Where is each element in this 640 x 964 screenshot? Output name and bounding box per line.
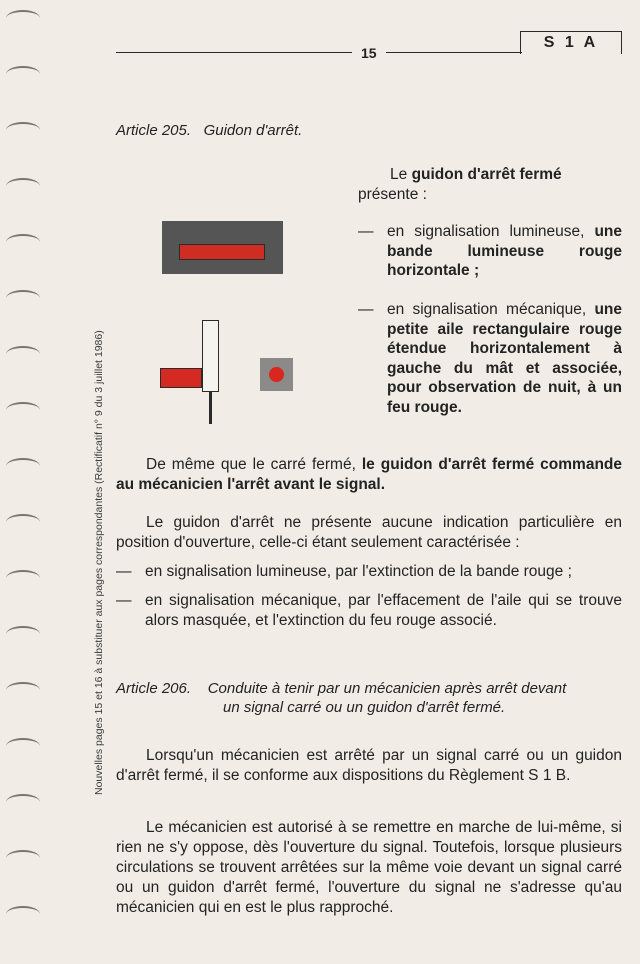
doc-code: S 1 A (543, 34, 599, 51)
list-item-opening-luminous (116, 562, 622, 584)
signal-pole-icon (209, 392, 212, 424)
p1-text-b: le guidon d'arrêt fermé commande au mécanicien l'arrêt avant le signal. (116, 456, 622, 493)
article-206-paragraph-1: Lorsqu'un mécanicien est arrêté par un signal carré ou un guidon d'arrêt fermé, il se conforme aux dispositions du Règlement S 1 B. (116, 747, 622, 784)
item2-text-b: une petite aile rectangulaire rouge étendue horizontalement à gauche du mât et associée, pour observation de nuit, à un feu rouge. (387, 301, 622, 416)
red-wing-icon (160, 368, 202, 388)
article-205-title: Guidon d'arrêt. (203, 122, 303, 139)
p4-text: en signalisation mécanique, par l'effacement de l'aile qui se trouve alors masquée, et l'extinction du feu rouge associé. (145, 592, 622, 629)
list-item-opening-mechanical (116, 591, 622, 635)
list-item-luminous (358, 222, 622, 282)
dash-glyph: — (116, 563, 132, 580)
list-item-mechanical (358, 300, 622, 430)
margin-note: Nouvelles pages 15 et 16 à substituer aux pages correspondantes (Rectificatif n° 9 du 3 juillet 1986) (93, 330, 105, 795)
intro-text-a: Le (390, 166, 412, 183)
article-205-intro (358, 165, 622, 205)
dash-glyph: — (358, 223, 374, 240)
article-206-number: Article 206. (116, 680, 192, 697)
article-205-number: Article 205. (116, 122, 192, 139)
item1-text-b: une bande lumineuse rouge horizontale ; (387, 223, 622, 279)
red-band-icon (179, 244, 265, 260)
article-206-paragraph-2: Le mécanicien est autorisé à se remettre en marche de lui-même, si rien ne s'y oppose, dès l'ouverture du signal. Toutefois, lorsque plusieurs circulations se trouvent arrêtées sur la même voie devant un signal carré ou un guidon d'arrêt fermé, l'ouverture du signal ne s'adresse qu'au mécanicien qui en est le plus rapproché. (116, 819, 622, 916)
article-205-paragraph-1 (116, 455, 622, 495)
signal-mast-icon (202, 320, 219, 392)
red-lamp-icon (269, 367, 284, 382)
item2-text-a: en signalisation mécanique, (387, 301, 587, 318)
article-205-heading (116, 122, 302, 139)
p3-text: en signalisation lumineuse, par l'extinction de la bande rouge ; (145, 563, 572, 580)
article-206-heading (116, 679, 626, 717)
dash-glyph: — (358, 301, 374, 318)
dash-glyph: — (116, 592, 132, 609)
intro-text-c: présente : (358, 186, 427, 203)
article-206-title-line-2: un signal carré ou un guidon d'arrêt fermé. (223, 699, 506, 716)
luminous-signal-figure (162, 221, 283, 274)
intro-text-b: guidon d'arrêt fermé (411, 166, 562, 183)
doc-code-box (520, 31, 622, 54)
lamp-housing-icon (260, 358, 293, 391)
article-206-title-line-1: Conduite à tenir par un mécanicien après arrêt devant (207, 680, 567, 697)
article-205-paragraph-2: Le guidon d'arrêt ne présente aucune indication particulière en position d'ouverture, celle-ci étant seulement caractérisée : (116, 514, 622, 551)
header-rule-left (116, 52, 352, 53)
page-number: 15 (361, 45, 377, 61)
p1-text-a: De même que le carré fermé, (146, 456, 362, 473)
item1-text-a: en signalisation lumineuse, (387, 223, 585, 240)
header-rule-right (386, 52, 522, 53)
